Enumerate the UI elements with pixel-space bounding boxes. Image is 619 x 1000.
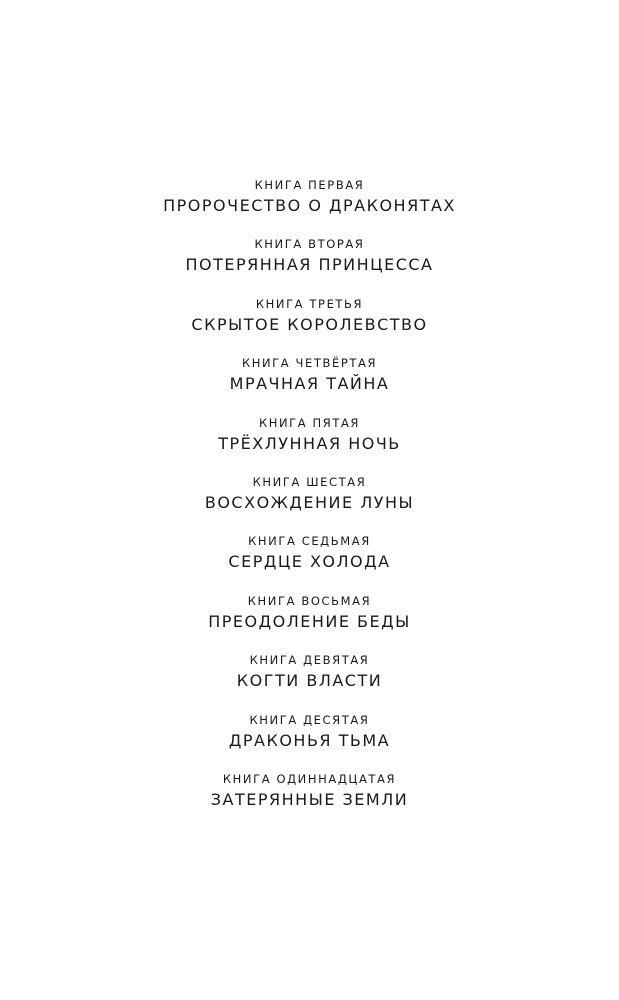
book-entry-10	[0, 711, 619, 770]
book-number-label: КНИГА ЧЕТВЁРТАЯ	[241, 356, 378, 371]
book-entry-7	[0, 532, 619, 591]
book-entry-11	[0, 770, 619, 829]
book-entry-2	[0, 235, 619, 294]
book-title: ПРОРОЧЕСТВО О ДРАКОНЯТАХ	[163, 196, 456, 215]
book-entry-5	[0, 414, 619, 473]
book-series-list	[0, 176, 619, 829]
book-number-label: КНИГА ШЕСТАЯ	[252, 474, 367, 489]
book-title: ТРЁХЛУННАЯ НОЧЬ	[218, 433, 401, 453]
book-title: ПОТЕРЯННАЯ ПРИНЦЕССА	[185, 255, 434, 275]
book-number-label: КНИГА ПЕРВАЯ	[254, 178, 365, 192]
book-entry-6	[0, 473, 619, 532]
book-number-label: КНИГА ВОСЬМАЯ	[247, 593, 372, 608]
book-number-label: КНИГА ОДИННАДЦАТАЯ	[222, 771, 397, 786]
book-number-label: КНИГА ВТОРАЯ	[254, 237, 365, 252]
book-number-label: КНИГА СЕДЬМАЯ	[248, 534, 371, 549]
book-title: ЗАТЕРЯННЫЕ ЗЕМЛИ	[210, 789, 409, 809]
book-number-label: КНИГА ДЕВЯТАЯ	[249, 653, 370, 668]
book-entry-4	[0, 354, 619, 413]
book-title: ПРЕОДОЛЕНИЕ БЕДЫ	[208, 611, 411, 631]
book-title: ВОСХОЖДЕНИЕ ЛУНЫ	[204, 492, 415, 512]
book-number-label: КНИГА ПЯТАЯ	[258, 415, 361, 430]
book-title: КОГТИ ВЛАСТИ	[236, 671, 383, 691]
book-entry-8	[0, 592, 619, 651]
book-number-label: КНИГА ТРЕТЬЯ	[255, 296, 364, 311]
book-entry-3	[0, 295, 619, 354]
book-entry-9	[0, 651, 619, 710]
book-title: СКРЫТОЕ КОРОЛЕВСТВО	[191, 314, 428, 334]
book-title: ДРАКОНЬЯ ТЬМА	[228, 730, 391, 750]
book-entry-1	[0, 176, 619, 235]
book-title: МРАЧНАЯ ТАЙНА	[229, 374, 390, 394]
book-title: СЕРДЦЕ ХОЛОДА	[228, 552, 391, 572]
book-number-label: КНИГА ДЕСЯТАЯ	[249, 712, 370, 727]
